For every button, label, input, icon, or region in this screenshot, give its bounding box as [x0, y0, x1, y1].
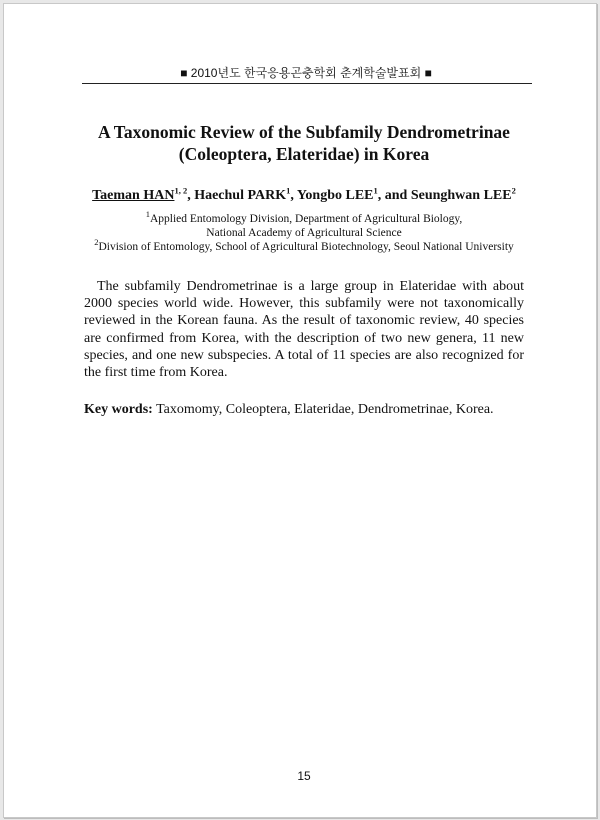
author-affiliation-sup: 1 — [286, 185, 291, 196]
affiliation-2 — [64, 237, 544, 254]
author-name: Yongbo LEE — [296, 188, 374, 203]
author-affiliation-sup: 1 — [373, 185, 378, 196]
title-line-2: (Coleoptera, Elateridae) in Korea — [178, 144, 430, 164]
header-bullet-right: ■ — [424, 66, 432, 80]
title-line-1: A Taxonomic Review of the Subfamily Dendrometrinae — [98, 122, 510, 142]
author-name: Seunghwan LEE — [410, 188, 512, 203]
page-number: 15 — [297, 769, 311, 783]
author-separator: , — [290, 188, 297, 203]
affiliation-1 — [64, 209, 544, 226]
author-name: Taeman HAN — [92, 188, 175, 203]
keywords — [84, 401, 524, 418]
author-affiliation-sup: 2 — [511, 185, 516, 196]
abstract-paragraph: The subfamily Dendrometrinae is a large group in Elateridae with about 2000 species world wide. However, this subfamily were not taxonomically reviewed in the Korean fauna. As the result of taxonomic review, 40 species are confirmed from Korea, with the description of two new genera, 11 new species, and one new subspecies. A total of 11 species are also recognized for the first time from Korea. — [84, 279, 524, 381]
header-bullet-left: ■ — [180, 66, 188, 80]
conference-header — [79, 64, 533, 81]
author-name: Haechul PARK — [194, 188, 287, 203]
header-divider — [82, 83, 532, 84]
author-affiliation-sup: 1, 2 — [174, 185, 188, 196]
affiliations — [64, 209, 544, 254]
header-text: 2010년도 한국응용곤충학회 춘계학술발표회 — [190, 66, 422, 80]
author-separator: , — [187, 188, 195, 203]
paper-title — [64, 121, 544, 165]
affiliation-sup: 1 — [145, 209, 150, 220]
affiliation-text: Applied Entomology Division, Department of Agricultural Biology, — [149, 213, 463, 225]
keywords-label: Key words: — [84, 402, 153, 417]
affiliation-text: Division of Entomology, School of Agricultural Biotechnology, Seoul National University — [98, 241, 514, 253]
author-separator: , and — [377, 188, 411, 203]
keywords-text: Taxomomy, Coleoptera, Elateridae, Dendrometrinae, Korea. — [152, 402, 494, 417]
author-list — [64, 185, 544, 204]
paper-page — [3, 3, 597, 818]
affiliation-sup: 2 — [94, 237, 99, 248]
affiliation-1-continued: National Academy of Agricultural Science — [206, 227, 402, 239]
